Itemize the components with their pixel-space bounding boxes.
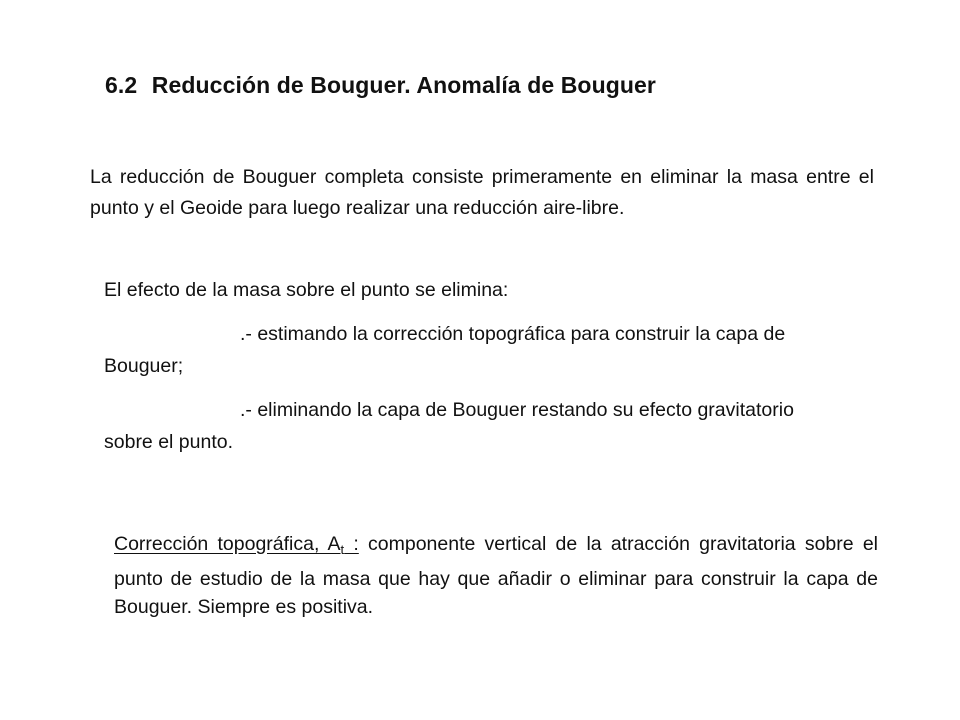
title-text: Reducción de Bouguer. Anomalía de Bouguer [151, 72, 656, 98]
effect-section [104, 274, 844, 470]
correction-definition [114, 530, 878, 622]
effect-item-1: .- estimando la corrección topográfica para construir la capa de Bouguer; [104, 323, 786, 377]
correction-term [114, 533, 359, 555]
effect-item-2: .- eliminando la capa de Bouguer restando su efecto gravitatorio sobre el punto. [104, 399, 794, 453]
correction-term-text: Corrección topográfica, A [114, 533, 341, 555]
section-number: 6.2 [105, 72, 138, 98]
correction-term-separator: : [344, 533, 359, 555]
intro-paragraph: La reducción de Bouguer completa consiste primeramente en eliminar la masa entre el punto y el Geoide para luego realizar una reducción aire-libre. [90, 166, 874, 219]
correction-term-subscript: t [340, 542, 345, 557]
effect-lead: El efecto de la masa sobre el punto se elimina: [104, 279, 509, 301]
slide-title [105, 72, 656, 99]
correction-text: componente vertical de la atracción gravitatoria sobre el punto de estudio de la masa que hay que añadir o eliminar para construir la capa de Bouguer. Siempre es positiva. [114, 533, 879, 618]
